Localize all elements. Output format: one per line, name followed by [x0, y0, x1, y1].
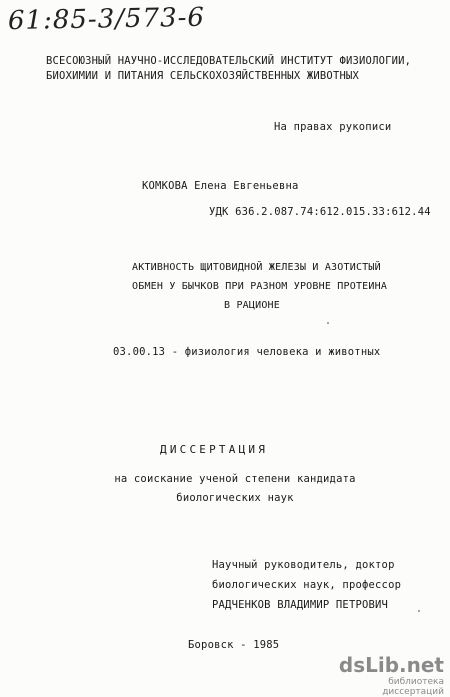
supervisor-line-2: биологических наук, профессор	[212, 579, 402, 591]
supervisor-name: РАДЧЕНКОВ ВЛАДИМИР ПЕТРОВИЧ	[212, 599, 389, 611]
institute-line-1: ВСЕСОЮЗНЫЙ НАУЧНО-ИССЛЕДОВАТЕЛЬСКИЙ ИНСТИТУТ ФИЗИОЛОГИИ,	[46, 55, 412, 67]
dslib-logo: dsLib.net	[338, 653, 444, 677]
degree-line-1: на соискание ученой степени кандидата	[114, 473, 356, 485]
degree-line-2: биологических наук	[176, 492, 294, 504]
title-line-3: В РАЦИОНЕ	[224, 300, 280, 311]
paper-speck	[418, 610, 420, 612]
dslib-watermark[interactable]	[324, 653, 444, 697]
paper-speck	[327, 322, 329, 324]
specialty-code: 03.00.13 - физиология человека и животных	[113, 346, 381, 358]
handwritten-catalog-number: 61:85-3/573-6	[7, 2, 206, 37]
dslib-subtitle: библиотека диссертаций	[382, 677, 444, 697]
rights-note: На правах рукописи	[274, 121, 392, 133]
supervisor-line-1: Научный руководитель, доктор	[212, 559, 395, 571]
document-type-heading: ДИССЕРТАЦИЯ	[160, 443, 269, 456]
title-line-2: ОБМЕН У БЫЧКОВ ПРИ РАЗНОМ УРОВНЕ ПРОТЕИНА	[132, 281, 388, 292]
title-line-1: АКТИВНОСТЬ ЩИТОВИДНОЙ ЖЕЛЕЗЫ И АЗОТИСТЫЙ	[132, 262, 381, 273]
dissertation-title	[132, 258, 388, 315]
supervisor-block	[212, 555, 401, 615]
degree-statement	[110, 470, 360, 508]
author-name: КОМКОВА Елена Евгеньевна	[142, 180, 299, 192]
institute-name	[46, 54, 412, 84]
city-year: Боровск - 1985	[188, 639, 280, 651]
institute-line-2: БИОХИМИИ И ПИТАНИЯ СЕЛЬСКОХОЗЯЙСТВЕННЫХ ЖИВОТНЫХ	[46, 70, 360, 82]
udk-code: УДК 636.2.087.74:612.015.33:612.44	[209, 206, 431, 218]
